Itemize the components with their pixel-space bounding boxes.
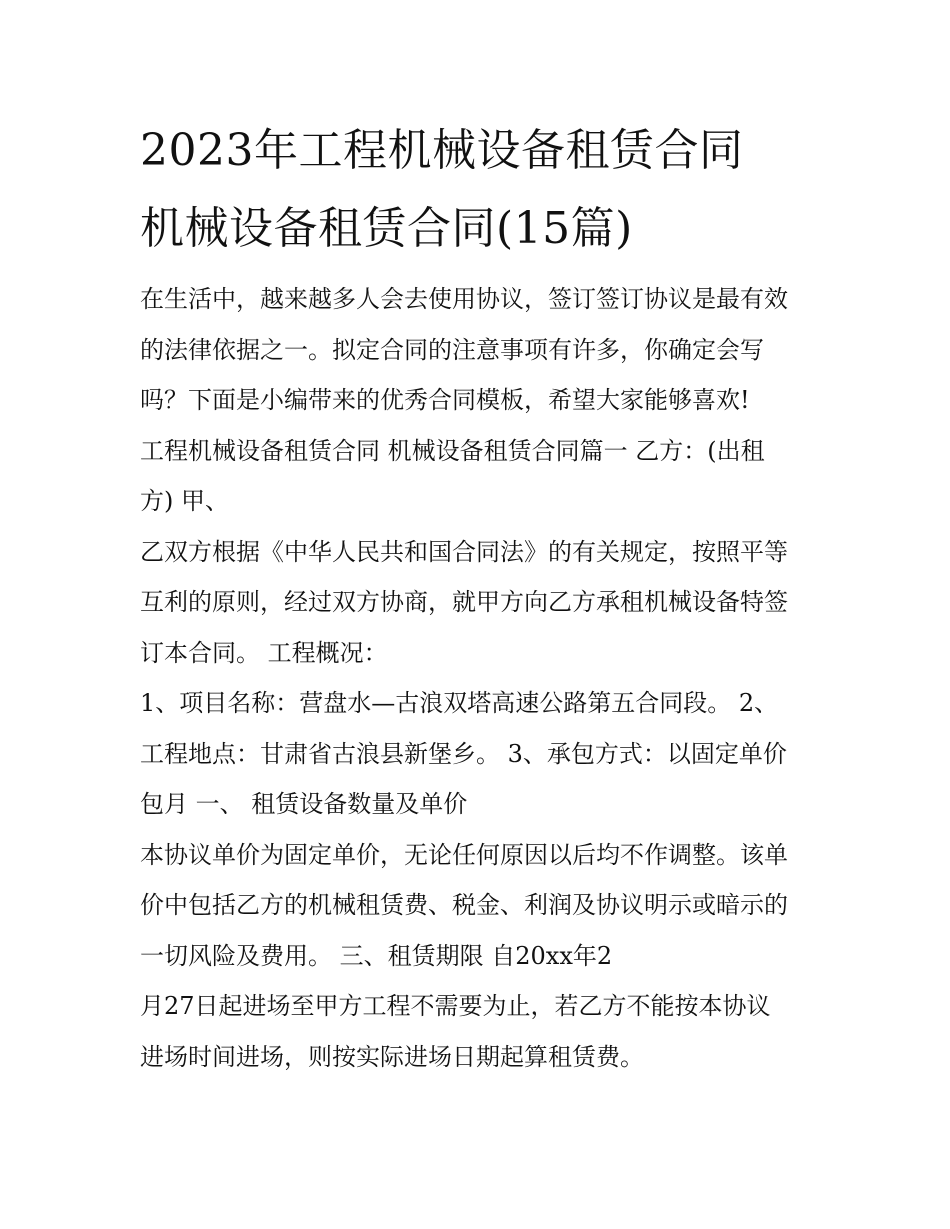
title-line-2: 机械设备租赁合同(15篇) bbox=[140, 203, 633, 254]
body-line: 本协议单价为固定单价，无论任何原因以后均不作调整。该单 bbox=[140, 840, 788, 869]
body-line: 订本合同。 工程概况： bbox=[140, 638, 388, 667]
body-line: 互利的原则，经过双方协商，就甲方向乙方承租机械设备特签 bbox=[140, 588, 788, 616]
document-body bbox=[140, 274, 820, 1082]
body-line: 工程机械设备租赁合同 机械设备租赁合同篇一 乙方：(出租 bbox=[140, 436, 765, 465]
body-line: 方) 甲、 bbox=[140, 487, 229, 515]
body-line: 在生活中，越来越多人会去使用协议，签订签订协议是最有效 bbox=[140, 285, 788, 313]
body-line: 进场时间进场，则按实际进场日期起算租赁费。 bbox=[140, 1042, 644, 1071]
document-title bbox=[140, 112, 820, 268]
body-line: 月27日起进场至甲方工程不需要为止，若乙方不能按本协议 bbox=[140, 992, 771, 1020]
body-line: 价中包括乙方的机械租赁费、税金、利润及协议明示或暗示的 bbox=[140, 891, 788, 919]
body-line: 吗？下面是小编带来的优秀合同模板，希望大家能够喜欢! bbox=[140, 386, 750, 414]
body-line: 一切风险及费用。 三、租赁期限 自20xx年2 bbox=[140, 941, 613, 970]
body-line: 1、项目名称：营盘水—古浪双塔高速公路第五合同段。 2、 bbox=[140, 689, 779, 717]
body-line: 包月 一、 租赁设备数量及单价 bbox=[140, 790, 468, 818]
body-line: 乙双方根据《中华人民共和国合同法》的有关规定，按照平等 bbox=[140, 537, 788, 566]
document-page bbox=[140, 112, 820, 1082]
body-line: 的法律依据之一。拟定合同的注意事项有许多，你确定会写 bbox=[140, 335, 764, 364]
body-line: 工程地点：甘肃省古浪县新堡乡。 3、承包方式：以固定单价 bbox=[140, 739, 787, 768]
title-line-1: 2023年工程机械设备租赁合同 bbox=[140, 125, 744, 176]
